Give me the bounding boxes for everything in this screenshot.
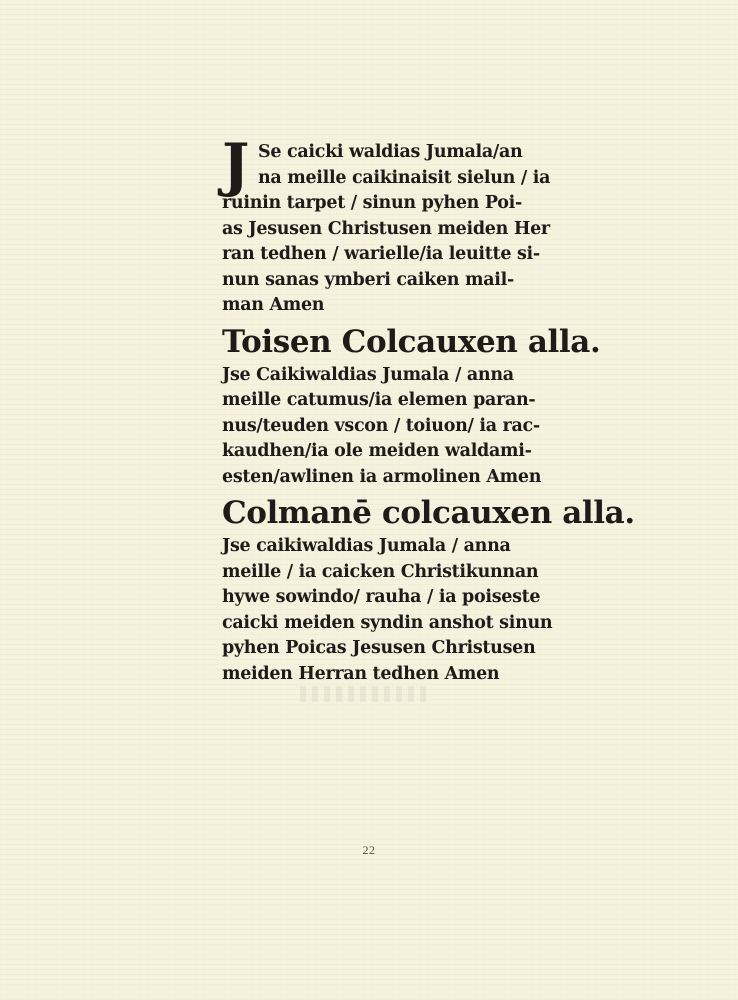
text-line: man Amen (222, 295, 325, 315)
text-line: meiden Herran tedhen Amen (222, 663, 500, 684)
prayer-second (222, 363, 562, 491)
text-line: Jse Caikiwaldias Jumala / anna (222, 364, 514, 385)
text-line: meille / ia caicken Christikunnan (222, 561, 539, 582)
text-line: Jse caikiwaldias Jumala / anna (222, 536, 511, 556)
text-line: pyhen Poicas Jesusen Christusen (222, 638, 536, 658)
text-line: as Jesusen Christusen meiden Her (222, 218, 550, 239)
text-line: esten/awlinen ia armolinen Amen (222, 466, 542, 487)
text-line: caicki meiden syndin anshot sinun (222, 612, 553, 633)
section-heading-third: Colmanē colcauxen alla. (222, 495, 635, 531)
show-through-ink (300, 686, 430, 702)
text-line: meille catumus/ia elemen paran- (222, 390, 536, 410)
text-line: ruinin tarpet / sinun pyhen Poi- (222, 193, 522, 213)
section-heading-second: Toisen Colcauxen alla. (222, 323, 601, 360)
decorated-initial: J (222, 131, 250, 199)
text-line: Se caicki waldias Jumala/an (258, 142, 523, 162)
text-line: kaudhen/ia ole meiden waldami- (222, 441, 532, 461)
text-block (222, 131, 635, 687)
text-line: nus/teuden vscon / toiuon/ ia rac- (222, 415, 540, 436)
prayer-first (222, 131, 562, 319)
text-line: nun sanas ymberi caiken mail- (222, 269, 514, 290)
text-line: ran tedhen / warielle/ia leuitte si- (222, 244, 540, 264)
prayer-third (222, 534, 562, 687)
page-number: 22 (362, 843, 376, 857)
text-line: hywe sowindo/ rauha / ia poiseste (222, 587, 541, 607)
text-line: na meille caikinaisit sielun / ia (258, 167, 551, 188)
